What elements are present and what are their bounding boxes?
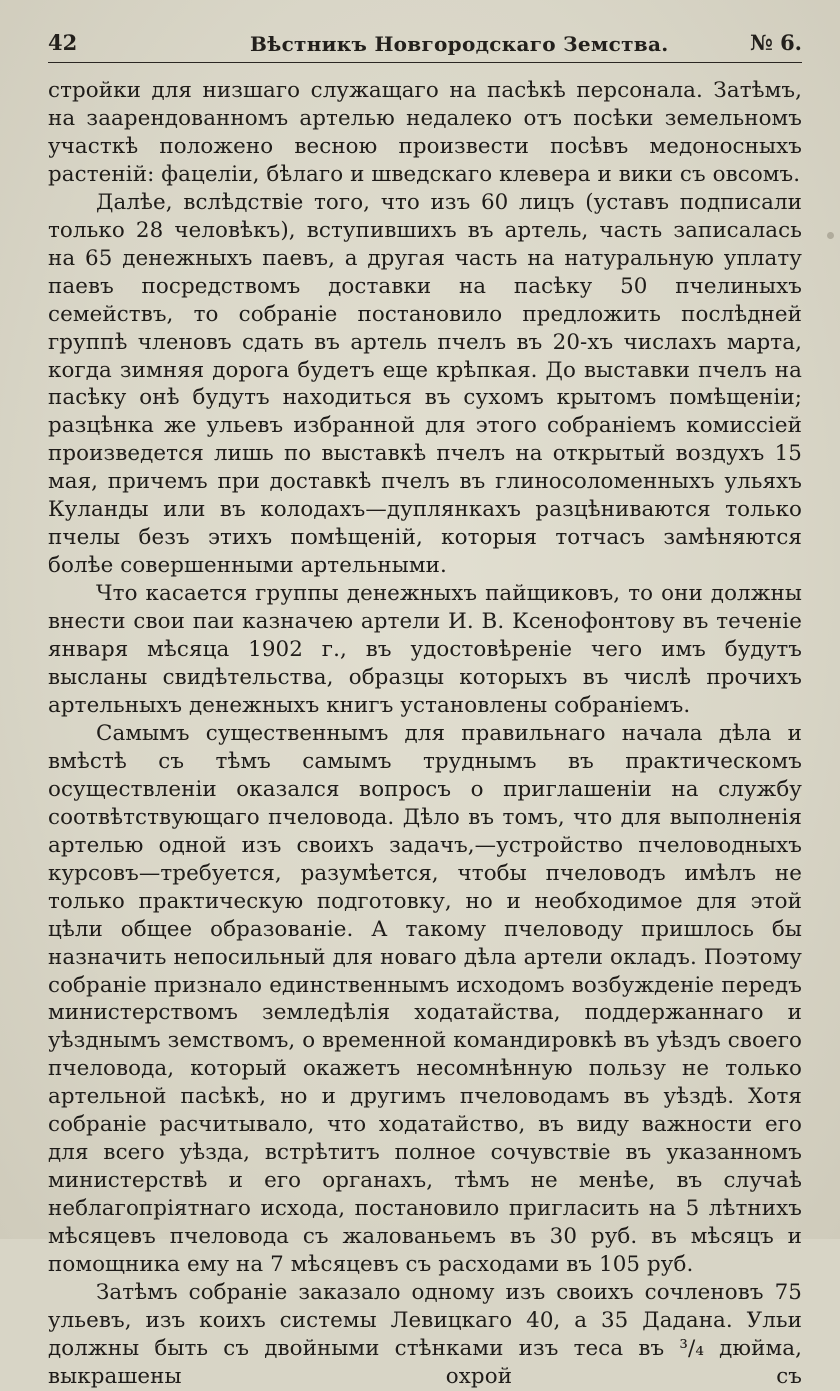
- paragraph: Самымъ существеннымъ для правильнаго начала дѣла и вмѣстѣ съ тѣмъ самымъ труднымъ въ практическомъ осуществленіи оказался вопросъ о приглашеніи на службу соотвѣтствующаго пчеловода. Дѣло въ томъ, что для выполненія артелью одной изъ своихъ задачъ,—устройство пчеловодныхъ курсовъ—требуется, разумѣется, чтобы пчеловодъ имѣлъ не только практическую подготовку, но и необходимое для этой цѣли общее образованіе. А такому пчеловоду пришлось бы назначить непосильный для новаго дѣла артели окладъ. Поэтому собраніе признало единственнымъ исходомъ возбужденіе передъ министерствомъ земледѣлія ходатайства, поддержаннаго и уѣзднымъ земствомъ, о временной командировкѣ въ уѣздъ своего пчеловода, который окажетъ несомнѣнную пользу не только артельной пасѣкѣ, но и другимъ пчеловодамъ въ уѣздѣ. Хотя собраніе расчитывало, что ходатайство, въ виду важности его для всего уѣзда, встрѣтитъ полное сочувствіе въ указанномъ министерствѣ и его органахъ, тѣмъ не менѣе, въ случаѣ неблагопріятнаго исхода, постановило пригласить на 5 лѣтнихъ мѣсяцевъ пчеловода съ жалованьемъ въ 30 руб. въ мѣсяцъ и помощника ему на 7 мѣсяцевъ съ расходами въ 105 руб.: [48, 720, 802, 1278]
- issue-number: № 6.: [749, 30, 802, 55]
- journal-title: Вѣстникъ Новгородскаго Земства.: [250, 32, 669, 56]
- page-number: 42: [48, 30, 78, 55]
- running-header: [48, 30, 802, 60]
- article-body: [48, 77, 802, 1391]
- ink-smudge: [827, 232, 834, 239]
- paragraph: Что касается группы денежныхъ пайщиковъ, то они должны внести свои паи казначею артели И. В. Ксенофонтову въ теченіе января мѣсяца 1902 г., въ удостовѣреніе чего имъ будутъ высланы свидѣтельства, образцы которыхъ въ числѣ прочихъ артельныхъ денежныхъ книгъ установлены собраніемъ.: [48, 581, 802, 718]
- paragraph: стройки для низшаго служащаго на пасѣкѣ персонала. Затѣмъ, на заарендованномъ артелью недалеко отъ посѣки земельномъ участкѣ положено весною произвести посѣвъ медоносныхъ растеній: фацеліи, бѣлаго и шведскаго клевера и вики съ овсомъ.: [48, 78, 802, 187]
- paragraph: Затѣмъ собраніе заказало одному изъ своихъ сочленовъ 75 ульевъ, изъ коихъ системы Левицкаго 40, а 35 Дадана. Ульи должны быть съ двойными стѣнками изъ теса въ ³/₄ дюйма, выкрашены охрой съ: [48, 1279, 802, 1389]
- paragraph: Далѣе, вслѣдствіе того, что изъ 60 лицъ (уставъ подписали только 28 человѣкъ), вступившихъ въ артель, часть записалась на 65 денежныхъ паевъ, а другая часть на натуральную уплату паевъ посредствомъ доставки на пасѣку 50 пчелиныхъ семействъ, то собраніе постановило предложить послѣдней группѣ членовъ сдать въ артель пчелъ въ 20-хъ числахъ марта, когда зимняя дорога будетъ еще крѣпкая. До выставки пчелъ на пасѣку онѣ будутъ находиться въ сухомъ крытомъ помѣщеніи; разцѣнка же ульевъ избранной для этого собраніемъ комиссіей произведется лишь по выставкѣ пчелъ на открытый воздухъ 15 мая, причемъ при доставкѣ пчелъ въ глиносоломенныхъ ульяхъ Куланды или въ колодахъ—дуплянкахъ разцѣниваются только пчелы безъ этихъ помѣщеній, которыя тотчасъ замѣняются болѣе совершенными артельными.: [48, 189, 802, 579]
- header-rule: [48, 62, 802, 63]
